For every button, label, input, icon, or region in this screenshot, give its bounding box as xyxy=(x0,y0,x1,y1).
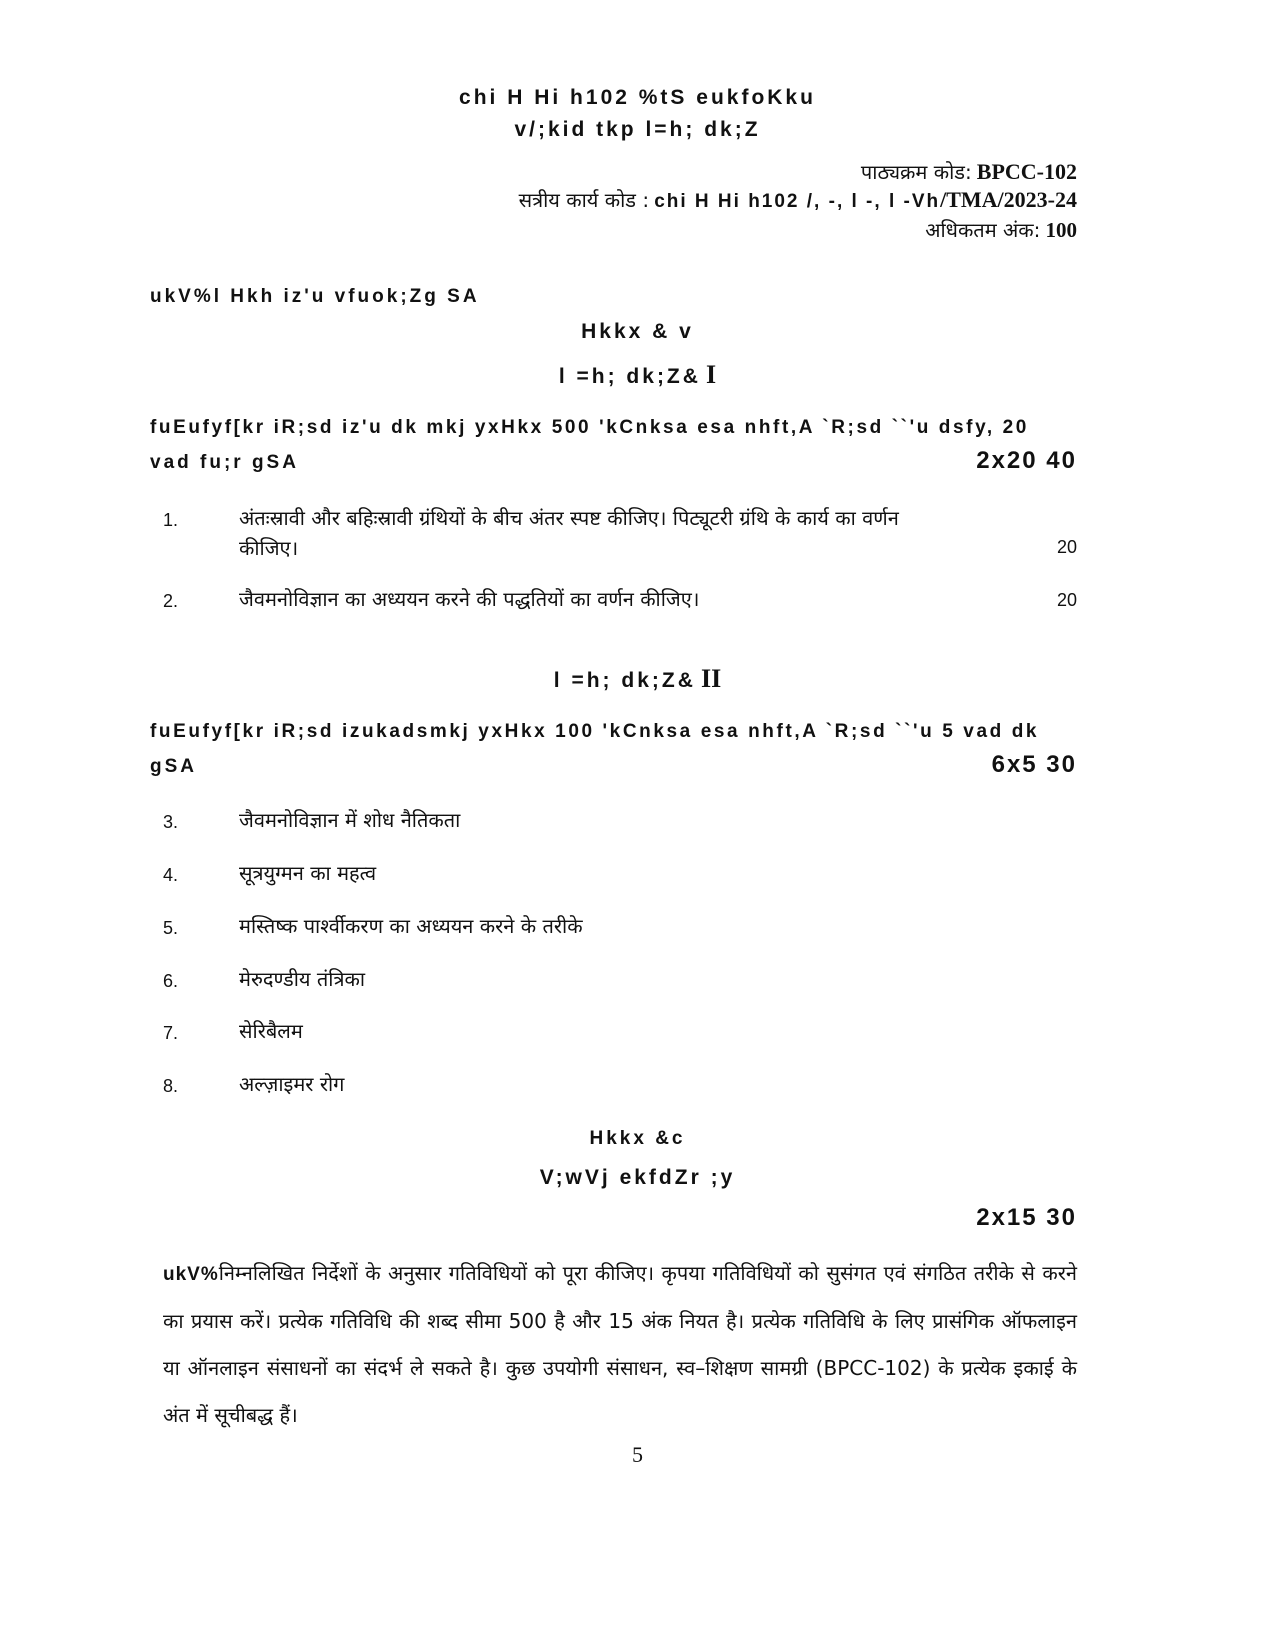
part-b-subheading: V;wVj ekfdZr ;y xyxy=(539,1166,736,1189)
section-1-marks: 2x20 40 xyxy=(976,447,1077,474)
question-2-text: जैवमनोविज्ञान का अध्ययन करने की पद्धतियों का वर्णन कीजिए। xyxy=(239,587,700,611)
question-4-text: सूत्रयुग्मन का महत्व xyxy=(239,861,377,885)
assignment-code-line xyxy=(519,186,1077,213)
question-number: 7. xyxy=(163,1023,179,1043)
question-1-text-line2: कीजिए। xyxy=(239,536,299,560)
question-6-text: मेरुदण्डीय तंत्रिका xyxy=(239,967,366,991)
question-7-text: सेरिबैलम xyxy=(239,1019,303,1043)
course-code-line xyxy=(861,158,1077,185)
question-1-marks: 20 xyxy=(1056,537,1077,557)
part-b-heading: Hkkx &c xyxy=(589,1128,686,1149)
assignment-code-garble: chi H Hi h102 /, -, l -, l -Vh xyxy=(654,191,941,212)
question-3-text: जैवमनोविज्ञान में शोध नैतिकता xyxy=(239,808,461,832)
question-number: 4. xyxy=(163,865,179,885)
document-subtitle: v/;kid tkp l=h; dk;Z xyxy=(514,118,761,141)
section-1-heading: l =h; dk;Z& I xyxy=(558,360,717,389)
part-b-instructions xyxy=(163,1250,1077,1439)
course-code: BPCC-102 xyxy=(976,159,1077,184)
question-2-marks: 20 xyxy=(1056,590,1077,610)
part-b-paragraph: निम्नलिखित निर्देशों के अनुसार गतिविधियों को पूरा कीजिए। कृपया गतिविधियों को सुसंगत एवं संगठित तरीके से करने का प्रयास करें। प्रत्येक गतिविधि की शब्द सीमा 500 है और 15 अंक नियत है। प्रत्येक गतिविधि के लिए प्रासंगिक ऑफलाइन या ऑनलाइन संसाधनों का संदर्भ ले सकते है। कुछ उपयोगी संसाधन, स्व–शिक्षण सामग्री (BPCC-102) के प्रत्येक इकाई के अंत में सूचीबद्ध हैं। xyxy=(163,1261,1077,1427)
question-number: 6. xyxy=(163,971,179,991)
max-marks: 100 xyxy=(1045,218,1077,242)
question-number: 1. xyxy=(163,510,179,530)
max-marks-line xyxy=(925,216,1077,243)
section-2-instruction-line1: fuEufyf[kr iR;sd izukadsmkj yxHkx 100 'kCnksa esa nhft,A `R;sd ``'u 5 vad dk xyxy=(150,721,1040,742)
section-1-instruction-line2: vad fu;r gSA xyxy=(150,452,299,473)
page-number: 5 xyxy=(632,1442,643,1467)
question-number: 5. xyxy=(163,918,179,938)
part-b-marks: 2x15 30 xyxy=(976,1204,1077,1231)
question-1-text-line1: अंतःस्रावी और बहिःस्रावी ग्रंथियों के बीच अंतर स्पष्ट कीजिए। पिट्यूटरी ग्रंथि के कार्य का वर्णन xyxy=(239,506,899,530)
question-5-text: मस्तिष्क पार्श्वीकरण का अध्ययन करने के तरीके xyxy=(239,914,583,938)
question-8-text: अल्ज़ाइमर रोग xyxy=(239,1072,345,1096)
part-a-heading: Hkkx & v xyxy=(581,320,694,343)
max-marks-label: अधिकतम अंक: xyxy=(925,218,1041,242)
assignment-code-label: सत्रीय कार्य कोड : xyxy=(518,188,650,212)
document-title: chi H Hi h102 %tS eukfoKku xyxy=(459,86,816,109)
section-2-instruction-line2: gSA xyxy=(150,756,197,777)
course-code-label: पाठ्यक्रम कोड: xyxy=(860,160,972,184)
general-note: ukV%l Hkh iz'u vfuok;Zg SA xyxy=(150,286,480,307)
section-1-instruction-line1: fuEufyf[kr iR;sd iz'u dk mkj yxHkx 500 'kCnksa esa nhft,A `R;sd ``'u dsfy, 20 xyxy=(150,417,1029,438)
question-number: 3. xyxy=(163,812,179,832)
section-2-marks: 6x5 30 xyxy=(991,751,1077,778)
assignment-code-suffix: /TMA/2023-24 xyxy=(940,187,1077,212)
question-number: 8. xyxy=(163,1076,179,1096)
section-2-heading: l =h; dk;Z& II xyxy=(553,664,722,693)
part-b-note-prefix: ukV% xyxy=(163,1264,219,1285)
question-number: 2. xyxy=(163,591,179,611)
